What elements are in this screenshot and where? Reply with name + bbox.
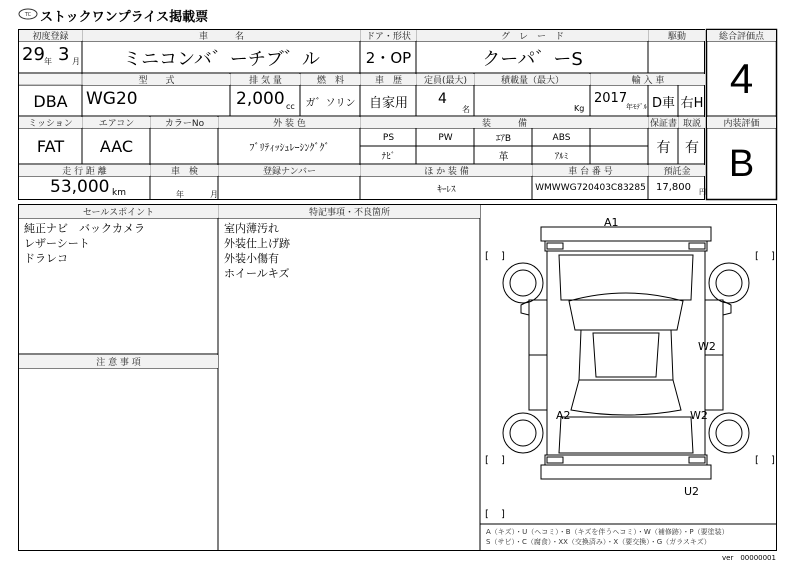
mileage-unit: km <box>112 188 126 198</box>
fuel-value: ガ゛ソリン <box>305 97 356 109</box>
inspection-month-unit: 月 <box>210 190 218 199</box>
model-code: WG20 <box>86 89 138 109</box>
svg-text:]: ] <box>771 251 775 262</box>
door-label: ドア・形状 <box>361 30 416 41</box>
deposit-value: 17,800 <box>656 182 691 193</box>
equip-airbag: ｴｱB <box>495 134 512 144</box>
history-value: 自家用 <box>368 95 408 111</box>
reg-month: 3 <box>58 44 70 65</box>
drive <box>649 42 705 73</box>
svg-text:]: ] <box>771 455 775 466</box>
drive-label: 駆動 <box>649 30 705 41</box>
equip-abs: ABS <box>552 132 571 143</box>
caution-label: 注 意 事 項 <box>19 355 218 368</box>
overall-score-label: 総合評価点 <box>707 30 776 41</box>
fuel-label: 燃 料 <box>301 74 360 85</box>
page-title: ストックワンプライス掲載票 <box>40 10 209 25</box>
notes-text: 室内薄汚れ 外装仕上げ跡 外装小傷有 ホイールキズ <box>224 222 290 280</box>
svg-text:[: [ <box>755 455 759 466</box>
mission-label: ミッション <box>19 117 82 128</box>
svg-text:]: ] <box>501 455 505 466</box>
equip-blank <box>417 147 474 164</box>
ext-color-value: ﾌﾞﾘﾃｨｯｼｭﾚｰｼﾝｸﾞｸﾞ <box>249 143 330 154</box>
manual-value: 有 <box>685 139 699 156</box>
reg-year: 29 <box>22 44 45 65</box>
equip-navi: ﾅﾋﾞ <box>381 152 396 162</box>
door-type: 2・OP <box>365 49 412 67</box>
model-prefix: DBA <box>33 91 68 111</box>
warranty-label: 保証書 <box>649 119 677 128</box>
deposit-label: 預託金 <box>649 165 705 176</box>
version-footer: ver 00000001 <box>722 554 776 562</box>
svg-text:[: [ <box>485 509 489 520</box>
mileage-label: 走 行 距 離 <box>19 165 150 176</box>
damage-mark-a1: A1 <box>604 216 619 229</box>
svg-text:[: [ <box>755 251 759 262</box>
load-label: 積載量（最大） <box>475 74 590 85</box>
frame-number: WMWWG720403C83285 <box>535 183 646 193</box>
svg-text:[: [ <box>485 251 489 262</box>
inspection-label: 車 検 <box>151 165 218 176</box>
color-no-label: カラーNo <box>151 117 218 128</box>
svg-text:[: [ <box>485 455 489 466</box>
other-equip-value: ｷｰﾚｽ <box>437 184 456 195</box>
model-label: 型 式 <box>83 74 230 85</box>
frame-no-label: 車 台 番 号 <box>533 165 648 176</box>
first-reg-label: 初度登録 <box>19 30 82 41</box>
other-equip-label: ほ か 装 備 <box>361 165 532 176</box>
interior-score: B <box>728 142 755 185</box>
load-unit: Kg <box>574 104 585 113</box>
equipment-label: 装 備 <box>361 117 648 128</box>
svg-text:]: ] <box>501 509 505 520</box>
capacity-label: 定員(最大) <box>417 74 474 85</box>
reg-month-unit: 月 <box>72 57 80 66</box>
equip-alloy: ｱﾙﾐ <box>554 152 569 162</box>
damage-mark-w2-side: W2 <box>698 340 716 353</box>
interior-score-label: 内装評価 <box>707 117 776 128</box>
inspection-year-unit: 年 <box>176 190 184 199</box>
damage-mark-w2-rear: W2 <box>690 409 708 422</box>
grade: クーパ゛ーS <box>482 48 583 70</box>
sales-points-text: 純正ナビ バックカメラ レザーシート ドラレコ <box>24 222 145 265</box>
mission-value: FAT <box>36 137 65 156</box>
warranty-value: 有 <box>656 139 671 156</box>
damage-mark-u2: U2 <box>684 485 700 498</box>
import-dealer: D車 <box>651 95 675 111</box>
aircon-value: AAC <box>99 137 134 156</box>
damage-mark-a2: A2 <box>556 409 571 422</box>
damage-legend-line2: S（サビ）・C（腐食）・XX（交換済み）・X（要交換）・G（ガラスキズ） <box>486 538 711 546</box>
color-no-value <box>151 129 218 164</box>
grade-label: グ レ ー ド <box>417 30 648 41</box>
import-year: 2017 <box>594 91 628 106</box>
car-name: ミニコンバ゛ーチブ゛ル <box>123 48 320 70</box>
handle-side: 右H <box>680 95 704 111</box>
import-year-unit: 年ﾓﾃﾞﾙ <box>626 103 647 111</box>
car-name-label: 車 名 <box>83 30 360 41</box>
aircon-label: エアコン <box>83 117 150 128</box>
sales-points-label: セールスポイント <box>19 205 218 218</box>
notes-label: 特記事項・不良箇所 <box>219 205 480 218</box>
reg-plate-label: 登録ナンバー <box>219 165 360 176</box>
overall-score: 4 <box>729 55 754 102</box>
displacement-value: 2,000 <box>236 89 285 109</box>
manual-label: 取説 <box>679 117 705 128</box>
displacement-label: 排 気 量 <box>231 74 300 85</box>
svg-text:TC: TC <box>24 12 32 18</box>
capacity-value: 4 <box>438 91 447 107</box>
equip-leather: 革 <box>498 152 509 163</box>
history-label: 車 歴 <box>361 74 416 85</box>
damage-legend-line1: A（キズ）・U（ヘコミ）・B（キズを伴うヘコミ）・W（補修跡）・P（要塗装） <box>486 528 729 536</box>
deposit-unit: 円 <box>699 188 706 196</box>
displacement-unit: cc <box>286 102 295 111</box>
mileage-value: 53,000 <box>50 177 110 197</box>
capacity-unit: 名 <box>462 105 470 114</box>
svg-text:]: ] <box>501 251 505 262</box>
import-label: 輸 入 車 <box>591 74 705 85</box>
equip-ps: PS <box>382 132 395 143</box>
reg-year-unit: 年 <box>44 57 52 66</box>
equip-pw: PW <box>438 132 453 143</box>
ext-color-label: 外 装 色 <box>219 117 360 128</box>
car-damage-diagram <box>481 205 776 523</box>
